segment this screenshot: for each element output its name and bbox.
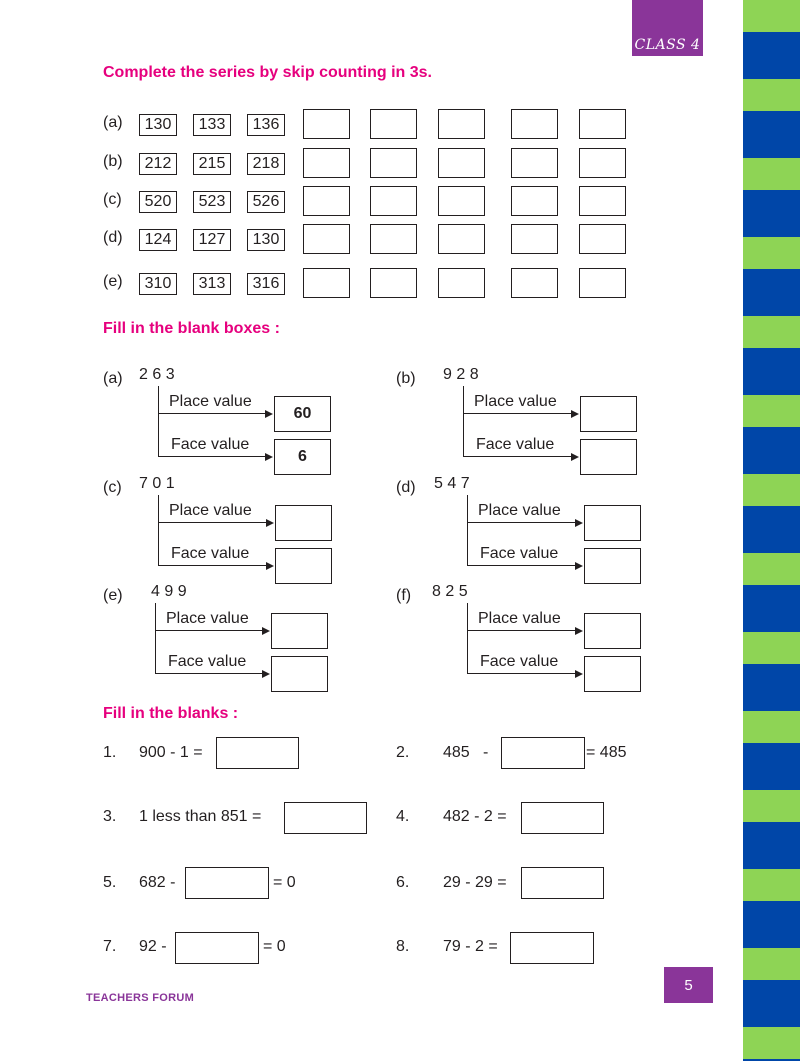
arrow-right-icon xyxy=(575,562,583,570)
series-given-number: 212 xyxy=(139,153,177,175)
series-answer-box[interactable] xyxy=(370,109,417,139)
series-answer-box[interactable] xyxy=(579,224,626,254)
series-answer-box[interactable] xyxy=(579,268,626,298)
series-answer-box[interactable] xyxy=(511,186,558,216)
face-value-connector-line xyxy=(155,673,263,674)
face-value-label: Face value xyxy=(168,653,247,670)
series-answer-box[interactable] xyxy=(511,268,558,298)
q8-answer-box[interactable] xyxy=(510,932,594,964)
arrow-right-icon xyxy=(575,519,583,527)
place-value-label: Place value xyxy=(478,610,561,627)
series-answer-box[interactable] xyxy=(511,224,558,254)
place-value-answer-box[interactable] xyxy=(580,396,637,432)
q4-answer-box[interactable] xyxy=(521,802,604,834)
item-number: 4 9 9 xyxy=(151,583,187,600)
item-number: 2 6 3 xyxy=(139,366,175,383)
side-stripes xyxy=(743,0,800,1061)
tree-vertical-line xyxy=(463,386,464,457)
face-value-label: Face value xyxy=(171,545,250,562)
face-value-answer-box[interactable] xyxy=(584,548,641,584)
q6-text: 29 - 29 = xyxy=(443,874,507,891)
item-number: 9 2 8 xyxy=(443,366,479,383)
series-given-number: 526 xyxy=(247,191,285,213)
series-answer-box[interactable] xyxy=(370,224,417,254)
tree-vertical-line xyxy=(158,495,159,566)
series-answer-box[interactable] xyxy=(438,148,485,178)
face-value-label: Face value xyxy=(476,436,555,453)
tree-vertical-line xyxy=(467,495,468,566)
item-label: (b) xyxy=(396,370,416,387)
face-value-connector-line xyxy=(463,456,572,457)
place-value-label: Place value xyxy=(169,502,252,519)
q2-number: 2. xyxy=(396,744,410,761)
item-label: (f) xyxy=(396,587,412,604)
series-answer-box[interactable] xyxy=(438,186,485,216)
q2-text: 485 - xyxy=(443,744,489,761)
q3-number: 3. xyxy=(103,808,117,825)
series-given-number: 130 xyxy=(139,114,177,136)
place-value-answer-box[interactable] xyxy=(271,613,328,649)
place-value-answer-box[interactable] xyxy=(584,505,641,541)
series-answer-box[interactable] xyxy=(303,148,350,178)
series-given-number: 310 xyxy=(139,273,177,295)
series-answer-box[interactable] xyxy=(370,268,417,298)
series-answer-box[interactable] xyxy=(579,109,626,139)
series-given-number: 313 xyxy=(193,273,231,295)
tree-vertical-line xyxy=(158,386,159,457)
series-answer-box[interactable] xyxy=(438,109,485,139)
arrow-right-icon xyxy=(571,453,579,461)
q5-answer-box[interactable] xyxy=(185,867,269,899)
q6-number: 6. xyxy=(396,874,410,891)
face-value-label: Face value xyxy=(171,436,250,453)
series-given-number: 523 xyxy=(193,191,231,213)
q3-text: 1 less than 851 = xyxy=(139,808,262,825)
arrow-right-icon xyxy=(571,410,579,418)
q7-number: 7. xyxy=(103,938,117,955)
series-answer-box[interactable] xyxy=(370,186,417,216)
series-answer-box[interactable] xyxy=(303,186,350,216)
series-answer-box[interactable] xyxy=(303,268,350,298)
face-value-answer-box[interactable] xyxy=(271,656,328,692)
place-value-label: Place value xyxy=(478,502,561,519)
place-value-connector-line xyxy=(155,630,263,631)
section3-title: Fill in the blanks : xyxy=(103,705,239,722)
section2-title: Fill in the blank boxes : xyxy=(103,320,280,337)
face-value-answer-box[interactable] xyxy=(584,656,641,692)
arrow-right-icon xyxy=(262,670,270,678)
series-given-number: 316 xyxy=(247,273,285,295)
place-value-answer-box[interactable] xyxy=(584,613,641,649)
footer-brand: TEACHERS FORUM xyxy=(86,992,195,1004)
arrow-right-icon xyxy=(265,453,273,461)
face-value-label: Face value xyxy=(480,545,559,562)
series-answer-box[interactable] xyxy=(579,148,626,178)
face-value-connector-line xyxy=(467,565,576,566)
q8-text: 79 - 2 = xyxy=(443,938,498,955)
class-badge: CLASS 4 xyxy=(632,0,703,56)
series-given-number: 127 xyxy=(193,229,231,251)
page-number: 5 xyxy=(664,967,713,1003)
item-number: 5 4 7 xyxy=(434,475,470,492)
arrow-right-icon xyxy=(575,627,583,635)
tree-vertical-line xyxy=(155,603,156,674)
q5-text: 682 - xyxy=(139,874,176,891)
item-number: 7 0 1 xyxy=(139,475,175,492)
place-value-label: Place value xyxy=(169,393,252,410)
tree-vertical-line xyxy=(467,603,468,674)
q2-answer-box[interactable] xyxy=(501,737,585,769)
face-value-answer-box[interactable] xyxy=(580,439,637,475)
series-answer-box[interactable] xyxy=(438,268,485,298)
q4-text: 482 - 2 = xyxy=(443,808,507,825)
series-given-number: 133 xyxy=(193,114,231,136)
q6-answer-box[interactable] xyxy=(521,867,604,899)
arrow-right-icon xyxy=(262,627,270,635)
q5-text-after: = 0 xyxy=(273,874,296,891)
q7-answer-box[interactable] xyxy=(175,932,259,964)
face-value-connector-line xyxy=(158,456,266,457)
series-given-number: 124 xyxy=(139,229,177,251)
place-value-answer-box[interactable] xyxy=(275,505,332,541)
series-answer-box[interactable] xyxy=(511,148,558,178)
series-row-label: (e) xyxy=(103,273,123,290)
series-given-number: 520 xyxy=(139,191,177,213)
series-row-label: (b) xyxy=(103,153,123,170)
item-label: (e) xyxy=(103,587,123,604)
face-value-label: Face value xyxy=(480,653,559,670)
q8-number: 8. xyxy=(396,938,410,955)
place-value-connector-line xyxy=(467,630,576,631)
arrow-right-icon xyxy=(575,670,583,678)
face-value-answer-box[interactable] xyxy=(275,548,332,584)
arrow-right-icon xyxy=(265,410,273,418)
series-given-number: 218 xyxy=(247,153,285,175)
q4-number: 4. xyxy=(396,808,410,825)
series-row-label: (a) xyxy=(103,114,123,131)
place-value-connector-line xyxy=(158,413,266,414)
place-value-connector-line xyxy=(467,522,576,523)
series-answer-box[interactable] xyxy=(511,109,558,139)
face-value-answer-box[interactable]: 6 xyxy=(274,439,331,475)
place-value-label: Place value xyxy=(474,393,557,410)
section1-title: Complete the series by skip counting in 3s. xyxy=(103,64,432,81)
arrow-right-icon xyxy=(266,562,274,570)
q1-number: 1. xyxy=(103,744,117,761)
series-answer-box[interactable] xyxy=(438,224,485,254)
face-value-connector-line xyxy=(467,673,576,674)
item-label: (c) xyxy=(103,479,122,496)
series-row-label: (d) xyxy=(103,229,123,246)
q3-answer-box[interactable] xyxy=(284,802,367,834)
q5-number: 5. xyxy=(103,874,117,891)
series-given-number: 215 xyxy=(193,153,231,175)
series-row-label: (c) xyxy=(103,191,122,208)
series-given-number: 136 xyxy=(247,114,285,136)
series-answer-box[interactable] xyxy=(303,224,350,254)
q1-answer-box[interactable] xyxy=(216,737,299,769)
face-value-connector-line xyxy=(158,565,267,566)
item-number: 8 2 5 xyxy=(432,583,468,600)
series-answer-box[interactable] xyxy=(370,148,417,178)
item-label: (d) xyxy=(396,479,416,496)
item-label: (a) xyxy=(103,370,123,387)
q1-text: 900 - 1 = xyxy=(139,744,203,761)
place-value-connector-line xyxy=(463,413,572,414)
series-answer-box[interactable] xyxy=(303,109,350,139)
q7-text: 92 - xyxy=(139,938,167,955)
place-value-label: Place value xyxy=(166,610,249,627)
q7-text-after: = 0 xyxy=(263,938,286,955)
arrow-right-icon xyxy=(266,519,274,527)
q2-text-after: = 485 xyxy=(586,744,627,761)
place-value-answer-box[interactable]: 60 xyxy=(274,396,331,432)
place-value-connector-line xyxy=(158,522,267,523)
series-answer-box[interactable] xyxy=(579,186,626,216)
series-given-number: 130 xyxy=(247,229,285,251)
